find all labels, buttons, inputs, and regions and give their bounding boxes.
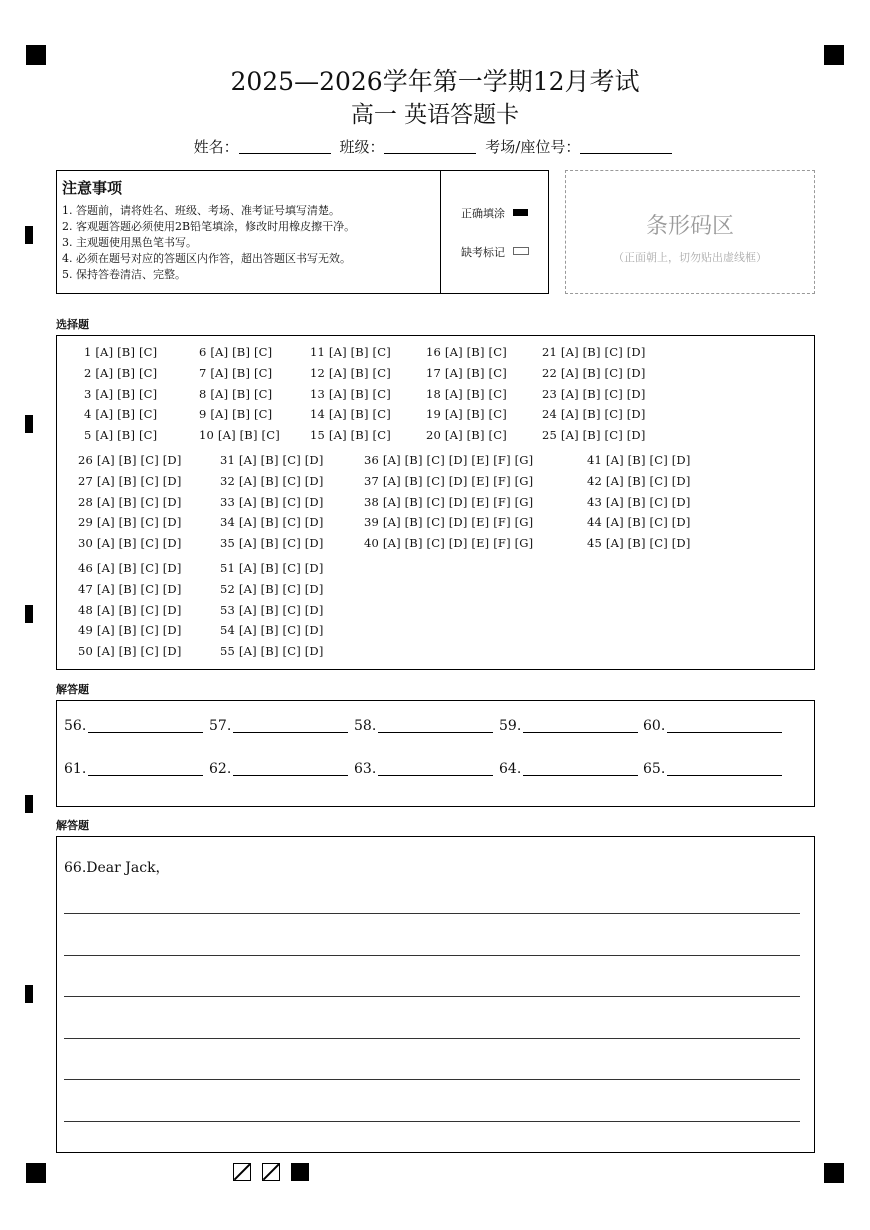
- class-label: 班级：: [339, 138, 385, 156]
- essay-line[interactable]: [64, 913, 800, 914]
- mc-question-row[interactable]: 2 [A] [B] [C]: [84, 365, 158, 380]
- fill-answer-item: [499, 761, 638, 777]
- fill-answer-item: [354, 761, 493, 777]
- class-field[interactable]: [384, 137, 476, 154]
- name-label: 姓名：: [193, 138, 239, 156]
- mc-question-row[interactable]: 51 [A] [B] [C] [D]: [220, 561, 324, 575]
- question-number: 58.: [354, 718, 377, 734]
- fill-section-label: 解答题: [56, 683, 89, 696]
- mc-question-row[interactable]: 40 [A] [B] [C] [D] [E] [F] [G]: [364, 536, 534, 551]
- mc-question-row[interactable]: 14 [A] [B] [C]: [310, 407, 391, 422]
- mc-question-row[interactable]: 15 [A] [B] [C]: [310, 428, 391, 443]
- answer-blank[interactable]: [667, 761, 782, 776]
- mc-question-row[interactable]: 39 [A] [B] [C] [D] [E] [F] [G]: [364, 515, 534, 530]
- essay-line[interactable]: [64, 996, 800, 997]
- question-number: 65.: [643, 761, 666, 777]
- instruction-item: 3. 主观题使用黑色笔书写。: [62, 236, 197, 249]
- mc-question-row[interactable]: 17 [A] [B] [C]: [426, 365, 507, 380]
- mc-question-row[interactable]: 21 [A] [B] [C] [D]: [542, 345, 646, 359]
- mc-question-row[interactable]: 16 [A] [B] [C]: [426, 345, 507, 359]
- fill-answer-item: [64, 761, 203, 777]
- absent-mark-box[interactable]: [513, 247, 529, 255]
- mc-question-row[interactable]: 42 [A] [B] [C] [D]: [587, 473, 691, 488]
- mc-question-row[interactable]: 52 [A] [B] [C] [D]: [220, 581, 324, 596]
- mc-section-label: 选择题: [56, 318, 89, 331]
- mc-question-row[interactable]: 33 [A] [B] [C] [D]: [220, 494, 324, 509]
- mc-question-row[interactable]: 44 [A] [B] [C] [D]: [587, 515, 691, 530]
- essay-line[interactable]: [64, 1038, 800, 1039]
- absent-mark-legend: [461, 244, 529, 260]
- mc-question-row[interactable]: 26 [A] [B] [C] [D]: [78, 453, 182, 467]
- seat-field[interactable]: [580, 137, 672, 154]
- page-marker-slash-box: [262, 1163, 280, 1181]
- question-number: 59.: [499, 718, 522, 734]
- instruction-item: 2. 客观题答题必须使用2B铅笔填涂，修改时用橡皮擦干净。: [62, 220, 356, 233]
- sheet-subtitle: 高一 英语答题卡: [350, 102, 520, 128]
- mc-question-row[interactable]: 34 [A] [B] [C] [D]: [220, 515, 324, 530]
- mc-question-row[interactable]: 43 [A] [B] [C] [D]: [587, 494, 691, 509]
- mc-question-row[interactable]: 11 [A] [B] [C]: [310, 345, 391, 359]
- mc-question-row[interactable]: 35 [A] [B] [C] [D]: [220, 536, 324, 551]
- mc-question-row[interactable]: 36 [A] [B] [C] [D] [E] [F] [G]: [364, 453, 534, 467]
- question-number: 64.: [499, 761, 522, 777]
- page-marker-slash-box: [233, 1163, 251, 1181]
- barcode-instruction: （正面朝上，切勿贴出虚线框）: [613, 251, 767, 264]
- timing-mark: [25, 226, 33, 244]
- mc-question-row[interactable]: 30 [A] [B] [C] [D]: [78, 536, 182, 551]
- mc-question-row[interactable]: 18 [A] [B] [C]: [426, 386, 507, 401]
- answer-blank[interactable]: [378, 718, 493, 733]
- filled-sample-icon: [513, 209, 528, 216]
- fill-answer-item: [209, 718, 348, 734]
- mc-question-row[interactable]: 47 [A] [B] [C] [D]: [78, 581, 182, 596]
- mc-question-row[interactable]: 23 [A] [B] [C] [D]: [542, 386, 646, 401]
- mc-question-row[interactable]: 53 [A] [B] [C] [D]: [220, 602, 324, 617]
- instructions-panel: [57, 171, 441, 293]
- answer-blank[interactable]: [88, 761, 203, 776]
- mc-question-row[interactable]: 20 [A] [B] [C]: [426, 428, 507, 443]
- name-field[interactable]: [239, 137, 331, 154]
- question-number: 62.: [209, 761, 232, 777]
- answer-blank[interactable]: [523, 718, 638, 733]
- mc-question-row[interactable]: 5 [A] [B] [C]: [84, 428, 158, 443]
- fill-answer-item: [209, 761, 348, 777]
- mc-question-row[interactable]: 54 [A] [B] [C] [D]: [220, 623, 324, 638]
- mc-question-row[interactable]: 55 [A] [B] [C] [D]: [220, 644, 324, 659]
- question-number: 56.: [64, 718, 87, 734]
- mc-question-row[interactable]: 32 [A] [B] [C] [D]: [220, 473, 324, 488]
- mc-question-row[interactable]: 12 [A] [B] [C]: [310, 365, 391, 380]
- mc-question-row[interactable]: 25 [A] [B] [C] [D]: [542, 428, 646, 443]
- mc-question-row[interactable]: 10 [A] [B] [C]: [199, 428, 280, 443]
- fill-answer-item: [64, 718, 203, 734]
- mc-question-row[interactable]: 8 [A] [B] [C]: [199, 386, 273, 401]
- mc-question-row[interactable]: 50 [A] [B] [C] [D]: [78, 644, 182, 659]
- mc-question-row[interactable]: 19 [A] [B] [C]: [426, 407, 507, 422]
- mc-question-row[interactable]: 3 [A] [B] [C]: [84, 386, 158, 401]
- answer-blank[interactable]: [233, 718, 348, 733]
- mc-question-row[interactable]: 38 [A] [B] [C] [D] [E] [F] [G]: [364, 494, 534, 509]
- mc-question-row[interactable]: 41 [A] [B] [C] [D]: [587, 453, 691, 467]
- question-number: 63.: [354, 761, 377, 777]
- fill-answer-box: [56, 700, 815, 807]
- mc-question-row[interactable]: 6 [A] [B] [C]: [199, 345, 273, 359]
- exam-title: 2025—2026学年第一学期12月考试: [230, 67, 640, 96]
- essay-greeting: 66.Dear Jack，: [64, 860, 170, 876]
- correct-fill-legend: [461, 205, 528, 221]
- essay-line[interactable]: [64, 1079, 800, 1080]
- mc-question-row[interactable]: 29 [A] [B] [C] [D]: [78, 515, 182, 530]
- barcode-title: 条形码区: [645, 214, 734, 239]
- instruction-item: 4. 必须在题号对应的答题区内作答，超出答题区书写无效。: [62, 252, 351, 265]
- barcode-area: [565, 170, 815, 294]
- mc-question-row[interactable]: 28 [A] [B] [C] [D]: [78, 494, 182, 509]
- fill-answer-item: [354, 718, 493, 734]
- mc-question-row[interactable]: 49 [A] [B] [C] [D]: [78, 623, 182, 638]
- instructions-box: [56, 170, 549, 294]
- corner-mark-bottom-right: [824, 1163, 844, 1183]
- page-marker-solid-box: [291, 1163, 309, 1181]
- essay-answer-box: [56, 836, 815, 1153]
- mc-question-row[interactable]: 1 [A] [B] [C]: [84, 345, 158, 359]
- timing-mark: [25, 795, 33, 813]
- question-number: 60.: [643, 718, 666, 734]
- seat-label: 考场/座位号：: [485, 138, 581, 156]
- mc-question-row[interactable]: 31 [A] [B] [C] [D]: [220, 453, 324, 467]
- mc-question-row[interactable]: 7 [A] [B] [C]: [199, 365, 273, 380]
- answer-blank[interactable]: [233, 761, 348, 776]
- mc-question-row[interactable]: 4 [A] [B] [C]: [84, 407, 158, 422]
- essay-line[interactable]: [64, 955, 800, 956]
- mc-question-row[interactable]: 22 [A] [B] [C] [D]: [542, 365, 646, 380]
- mc-question-row[interactable]: 45 [A] [B] [C] [D]: [587, 536, 691, 551]
- mc-question-row[interactable]: 37 [A] [B] [C] [D] [E] [F] [G]: [364, 473, 534, 488]
- answer-blank[interactable]: [88, 718, 203, 733]
- mc-question-row[interactable]: 27 [A] [B] [C] [D]: [78, 473, 182, 488]
- essay-section-label: 解答题: [56, 819, 89, 832]
- instructions-title: 注意事项: [62, 179, 123, 197]
- instruction-item: 1. 答题前，请将姓名、班级、考场、准考证号填写清楚。: [62, 204, 340, 217]
- mc-question-row[interactable]: 48 [A] [B] [C] [D]: [78, 602, 182, 617]
- mc-question-row[interactable]: 9 [A] [B] [C]: [199, 407, 273, 422]
- fill-answer-item: [499, 718, 638, 734]
- mc-question-row[interactable]: 24 [A] [B] [C] [D]: [542, 407, 646, 422]
- answer-blank[interactable]: [378, 761, 493, 776]
- corner-mark-bottom-left: [26, 1163, 46, 1183]
- timing-mark: [25, 605, 33, 623]
- fill-answer-item: [643, 761, 782, 777]
- answer-blank[interactable]: [523, 761, 638, 776]
- student-info-row: [0, 136, 870, 157]
- question-number: 57.: [209, 718, 232, 734]
- mc-question-row[interactable]: 13 [A] [B] [C]: [310, 386, 391, 401]
- instruction-item: 5. 保持答卷清洁、完整。: [62, 268, 186, 281]
- answer-blank[interactable]: [667, 718, 782, 733]
- fill-answer-item: [643, 718, 782, 734]
- timing-mark: [25, 415, 33, 433]
- timing-mark: [25, 985, 33, 1003]
- essay-line[interactable]: [64, 1121, 800, 1122]
- correct-fill-label: 正确填涂: [461, 207, 505, 220]
- question-number: 61.: [64, 761, 87, 777]
- mc-question-row[interactable]: 46 [A] [B] [C] [D]: [78, 561, 182, 575]
- absent-mark-label: 缺考标记: [461, 246, 505, 259]
